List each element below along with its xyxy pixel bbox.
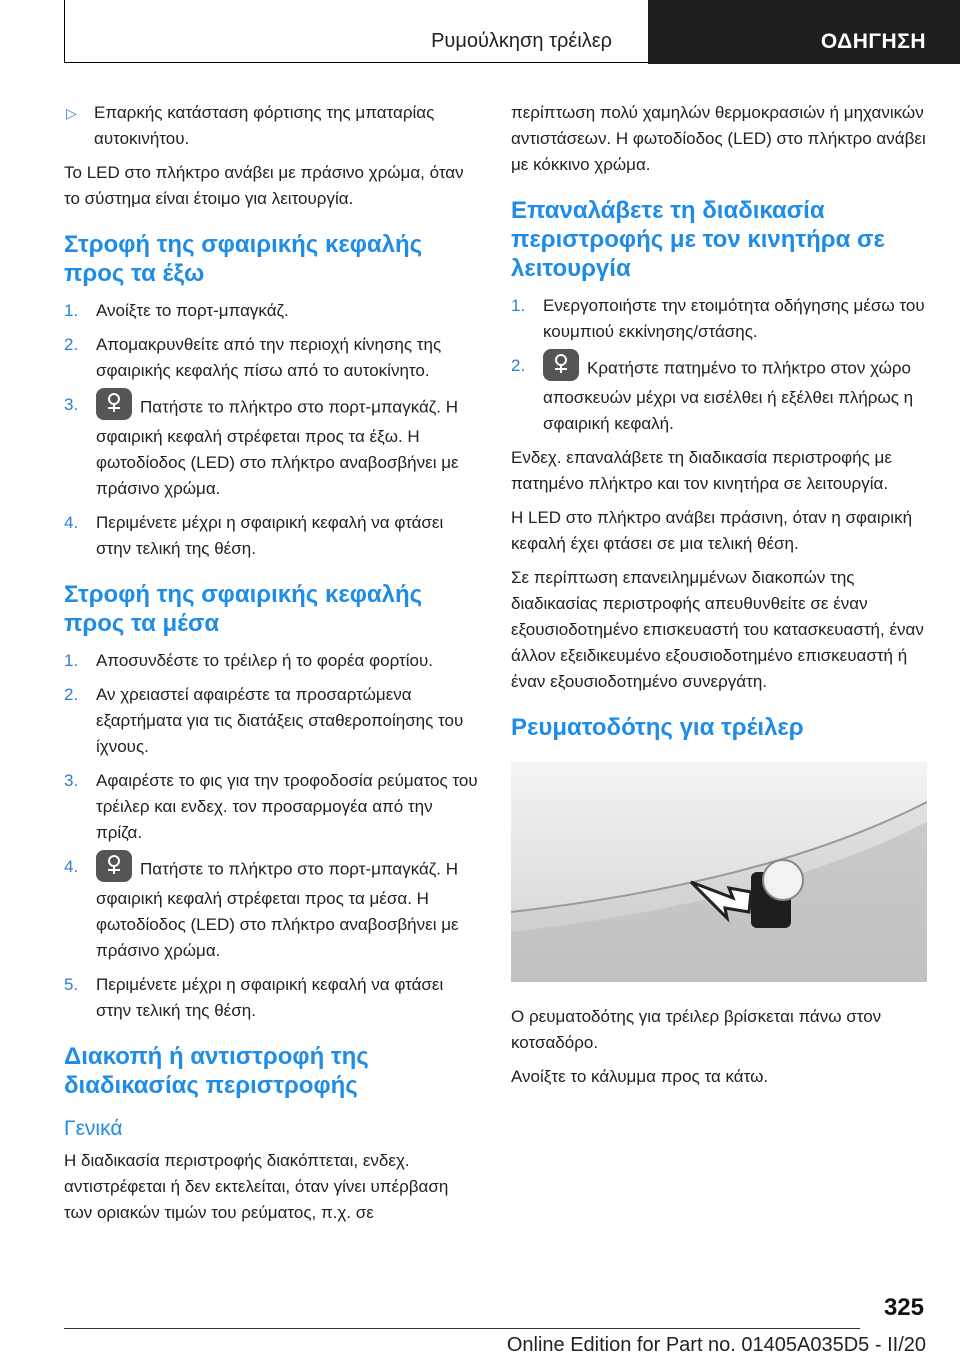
right-column [511, 100, 927, 1098]
list-item: 4. Περιμένετε μέχρι η σφαιρική κεφαλή να φτάσει στην τελική της θέση. [64, 513, 444, 558]
subheading-general: Γενικά [64, 1117, 123, 1140]
heading-swing-out: Στροφή της σφαιρικής κεφαλής προς τα έξω [64, 231, 423, 287]
heading-repeat: Επαναλάβετε τη διαδικασία περιστροφής με τον κινητήρα σε λειτουργία [511, 197, 885, 282]
paragraph: Ο ρευματοδότης για τρέιλερ βρίσκεται πάνω στον κοτσαδόρο. [511, 1007, 882, 1052]
footer-divider [64, 1328, 860, 1329]
left-column [64, 100, 480, 1234]
bullet-item: ▷ Επαρκής κατάσταση φόρτισης της μπαταρίας αυτοκινήτου. [64, 100, 480, 152]
steps-repeat [511, 293, 927, 437]
list-item: 1. Ανοίξτε το πορτ-μπαγκάζ. [64, 301, 289, 320]
list-item: 1. Ενεργοποιήστε την ετοιμότητα οδήγησης μέσω του κουμπιού εκκίνησης/στάσης. [511, 296, 925, 341]
tow-hitch-button-icon [96, 388, 132, 420]
page-header [64, 0, 960, 64]
list-item: 1. Αποσυνδέστε το τρέιλερ ή το φορέα φορτίου. [64, 651, 433, 670]
edition-footer: Online Edition for Part no. 01405A035D5 - II/20 [506, 1334, 926, 1356]
list-item: 5. Περιμένετε μέχρι η σφαιρική κεφαλή να φτάσει στην τελική της θέση. [64, 975, 444, 1020]
intro-paragraph: Το LED στο πλήκτρο ανάβει με πράσινο χρώμα, όταν το σύστημα είναι έτοιμο για λειτουργία. [64, 163, 464, 208]
list-item: 2. Απομακρυνθείτε από την περιοχή κίνησης της σφαιρικής κεφαλής πίσω από το αυτοκίνητο. [64, 335, 442, 380]
tow-hitch-button-icon [543, 349, 579, 381]
list-item: 2. Αν χρειαστεί αφαιρέστε τα προσαρτώμενα εξαρτήματα για τις διατάξεις σταθεροποίησης του ίχνους. [64, 685, 464, 756]
heading-trailer-socket: Ρευματοδότης για τρέιλερ [511, 714, 804, 741]
steps-swing-in [64, 648, 480, 1024]
list-item: 3. Πατήστε το πλήκτρο στο πορτ-μπαγκάζ. Η σφαιρική κεφαλή στρέφεται προς τα έξω. Η φωτοδίοδος (LED) στο πλήκτρο αναβοσβήνει με πράσινο χρώμα. [64, 392, 480, 502]
header-section-box [64, 0, 649, 63]
list-item: 3. Αφαιρέστε το φις για την τροφοδοσία ρεύματος του τρέιλερ και ενδεχ. τον προσαρμογέα από την πρίζα. [64, 771, 478, 842]
page-number: 325 [883, 1294, 924, 1321]
paragraph: Ανοίξτε το κάλυμμα προς τα κάτω. [511, 1067, 769, 1086]
section-title: Ρυμούλκηση τρέιλερ [431, 30, 612, 52]
paragraph: Ενδεχ. επαναλάβετε τη διαδικασία περιστροφής με πατημένο πλήκτρο και τον κινητήρα σε λειτουργία. [511, 448, 892, 493]
general-paragraph: Η διαδικασία περιστροφής διακόπτεται, ενδεχ. αντιστρέφεται ή δεν εκτελείται, όταν γίνει υπέρβαση των οριακών τιμών του ρεύματος, π.χ. σε [64, 1151, 449, 1222]
paragraph: Σε περίπτωση επανειλημμένων διακοπών της διαδικασίας περιστροφής απευθυνθείτε σε έναν εξουσιοδοτημένο επισκευαστή του κατασκευαστή, έναν άλλον εξειδικευμένο εξουσιοδοτημένο επισκευαστή ή έναν εξουσιοδοτημένο συνεργάτη. [511, 568, 924, 691]
header-chapter-box [648, 0, 960, 64]
trailer-socket-photo [511, 762, 927, 982]
paragraph: Η LED στο πλήκτρο ανάβει πράσινη, όταν η σφαιρική κεφαλή έχει φτάσει σε μια τελική θέση. [511, 508, 913, 553]
chapter-title: ΟΔΗΓΗΣΗ [820, 30, 926, 53]
list-item: 2. Κρατήστε πατημένο το πλήκτρο στον χώρο αποσκευών μέχρι να εισέλθει ή εξέλθει πλήρως η σφαιρική κεφαλή. [511, 353, 927, 437]
heading-swing-in: Στροφή της σφαιρικής κεφαλής προς τα μέσα [64, 581, 423, 637]
triangle-bullet-icon: ▷ [66, 105, 77, 121]
steps-swing-out [64, 298, 480, 562]
continued-paragraph: περίπτωση πολύ χαμηλών θερμοκρασιών ή μηχανικών αντιστάσεων. Η φωτοδίοδος (LED) στο πλήκτρο ανάβει με κόκκινο χρώμα. [511, 103, 926, 174]
heading-interrupt: Διακοπή ή αντιστροφή της διαδικασίας περιστροφής [64, 1043, 369, 1099]
tow-hitch-button-icon [96, 850, 132, 882]
list-item: 4. Πατήστε το πλήκτρο στο πορτ-μπαγκάζ. Η σφαιρική κεφαλή στρέφεται προς τα μέσα. Η φωτοδίοδος (LED) στο πλήκτρο αναβοσβήνει με πράσινο χρώμα. [64, 854, 480, 964]
